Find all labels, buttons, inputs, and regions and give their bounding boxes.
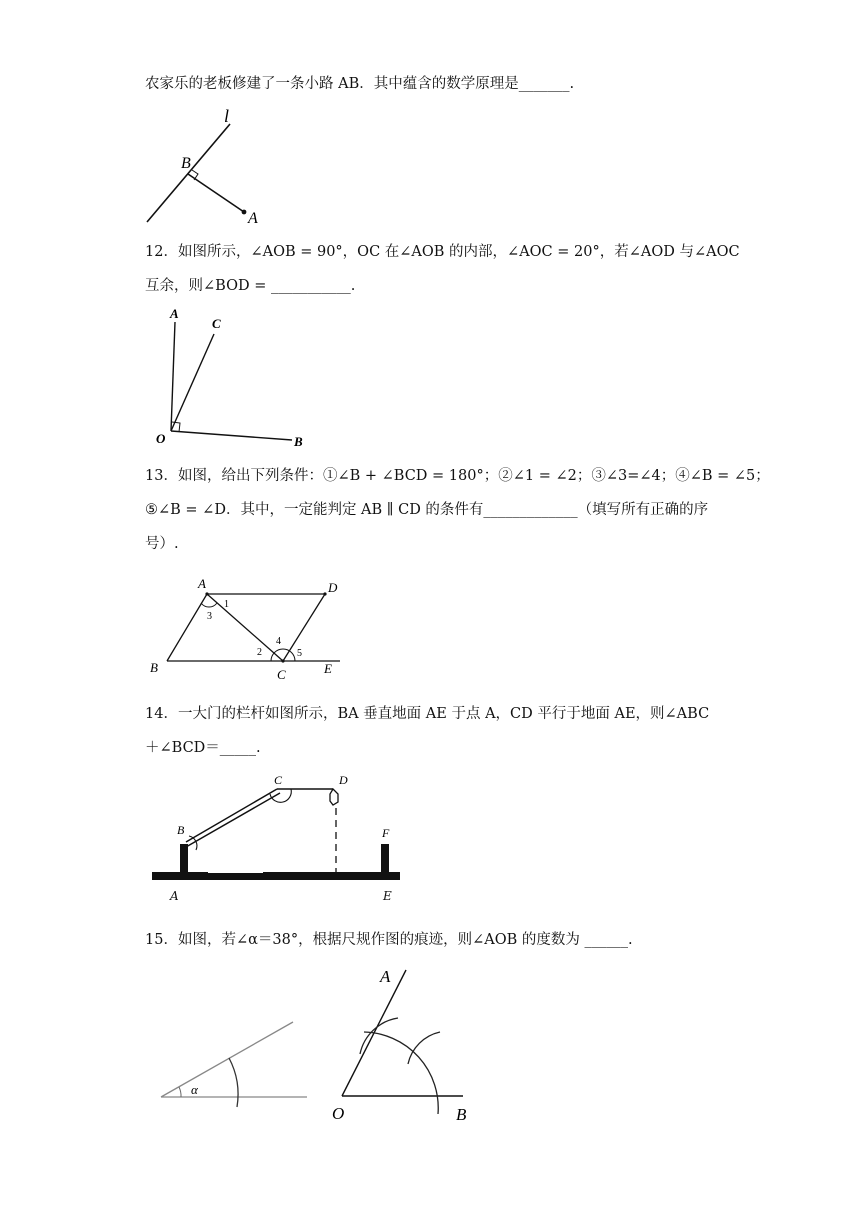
q12-text-line-1: 12．如图所示，∠AOB = 90°，OC 在∠AOB 的内部，∠AOC = 20°，若∠AOD 与∠AOC — [145, 244, 740, 260]
label-D: D — [328, 580, 338, 595]
label-F: F — [382, 826, 390, 840]
label-B: B — [177, 823, 185, 837]
label-A: A — [380, 967, 391, 986]
q14-text-line-2: ＋∠BCD＝_____. — [145, 740, 261, 756]
label-C: C — [212, 316, 221, 331]
label-A: A — [170, 306, 179, 321]
label-C: C — [277, 667, 286, 682]
q13-text-line-3: 号）. — [145, 536, 179, 552]
label-O: O — [332, 1104, 345, 1123]
label-E-q14: E — [383, 889, 392, 903]
label-A: A — [198, 576, 206, 591]
label-O: O — [156, 431, 166, 446]
q13-text-line-1: 13．如图，给出下列条件：①∠B + ∠BCD = 180°；②∠1 = ∠2；③∠3=∠4；④∠B = ∠5； — [145, 468, 770, 484]
figure-q11 — [140, 104, 270, 226]
q12-text-line-2: 互余，则∠BOD = ___________. — [145, 278, 356, 294]
label-B: B — [181, 155, 191, 172]
label-A: A — [248, 210, 258, 226]
label-l: l — [224, 106, 230, 126]
angle-label-1: 1 — [224, 599, 229, 610]
q14-text-line-1: 14．一大门的栏杆如图所示，BA 垂直地面 AE 于点 A，CD 平行于地面 AE，则∠ABC — [145, 706, 710, 722]
angle-label-2: 2 — [257, 647, 262, 658]
angle-label-3: 3 — [207, 611, 212, 622]
figure-q14 — [150, 770, 405, 880]
figure-q15-construction — [328, 964, 488, 1129]
label-C: C — [274, 773, 283, 787]
label-B: B — [150, 660, 158, 675]
figure-q13 — [140, 572, 355, 684]
q15-text-line: 15．如图，若∠α＝38°，根据尺规作图的痕迹，则∠AOB 的度数为 ______. — [145, 932, 633, 948]
label-D: D — [339, 773, 348, 787]
angle-label-4: 4 — [276, 636, 281, 647]
figure-q12 — [150, 302, 320, 450]
label-alpha: α — [191, 1082, 198, 1097]
label-B: B — [456, 1105, 467, 1124]
q11-text-line: 农家乐的老板修建了一条小路 AB．其中蕴含的数学原理是_______. — [145, 76, 575, 92]
label-B: B — [294, 434, 303, 449]
label-A-q14: A — [170, 889, 179, 903]
q13-text-line-2: ⑤∠B = ∠D．其中，一定能判定 AB ∥ CD 的条件有_____________（填写所有正确的序 — [145, 502, 709, 518]
angle-label-5: 5 — [297, 648, 302, 659]
figure-q15-alpha — [155, 1016, 315, 1108]
label-E: E — [324, 661, 332, 676]
